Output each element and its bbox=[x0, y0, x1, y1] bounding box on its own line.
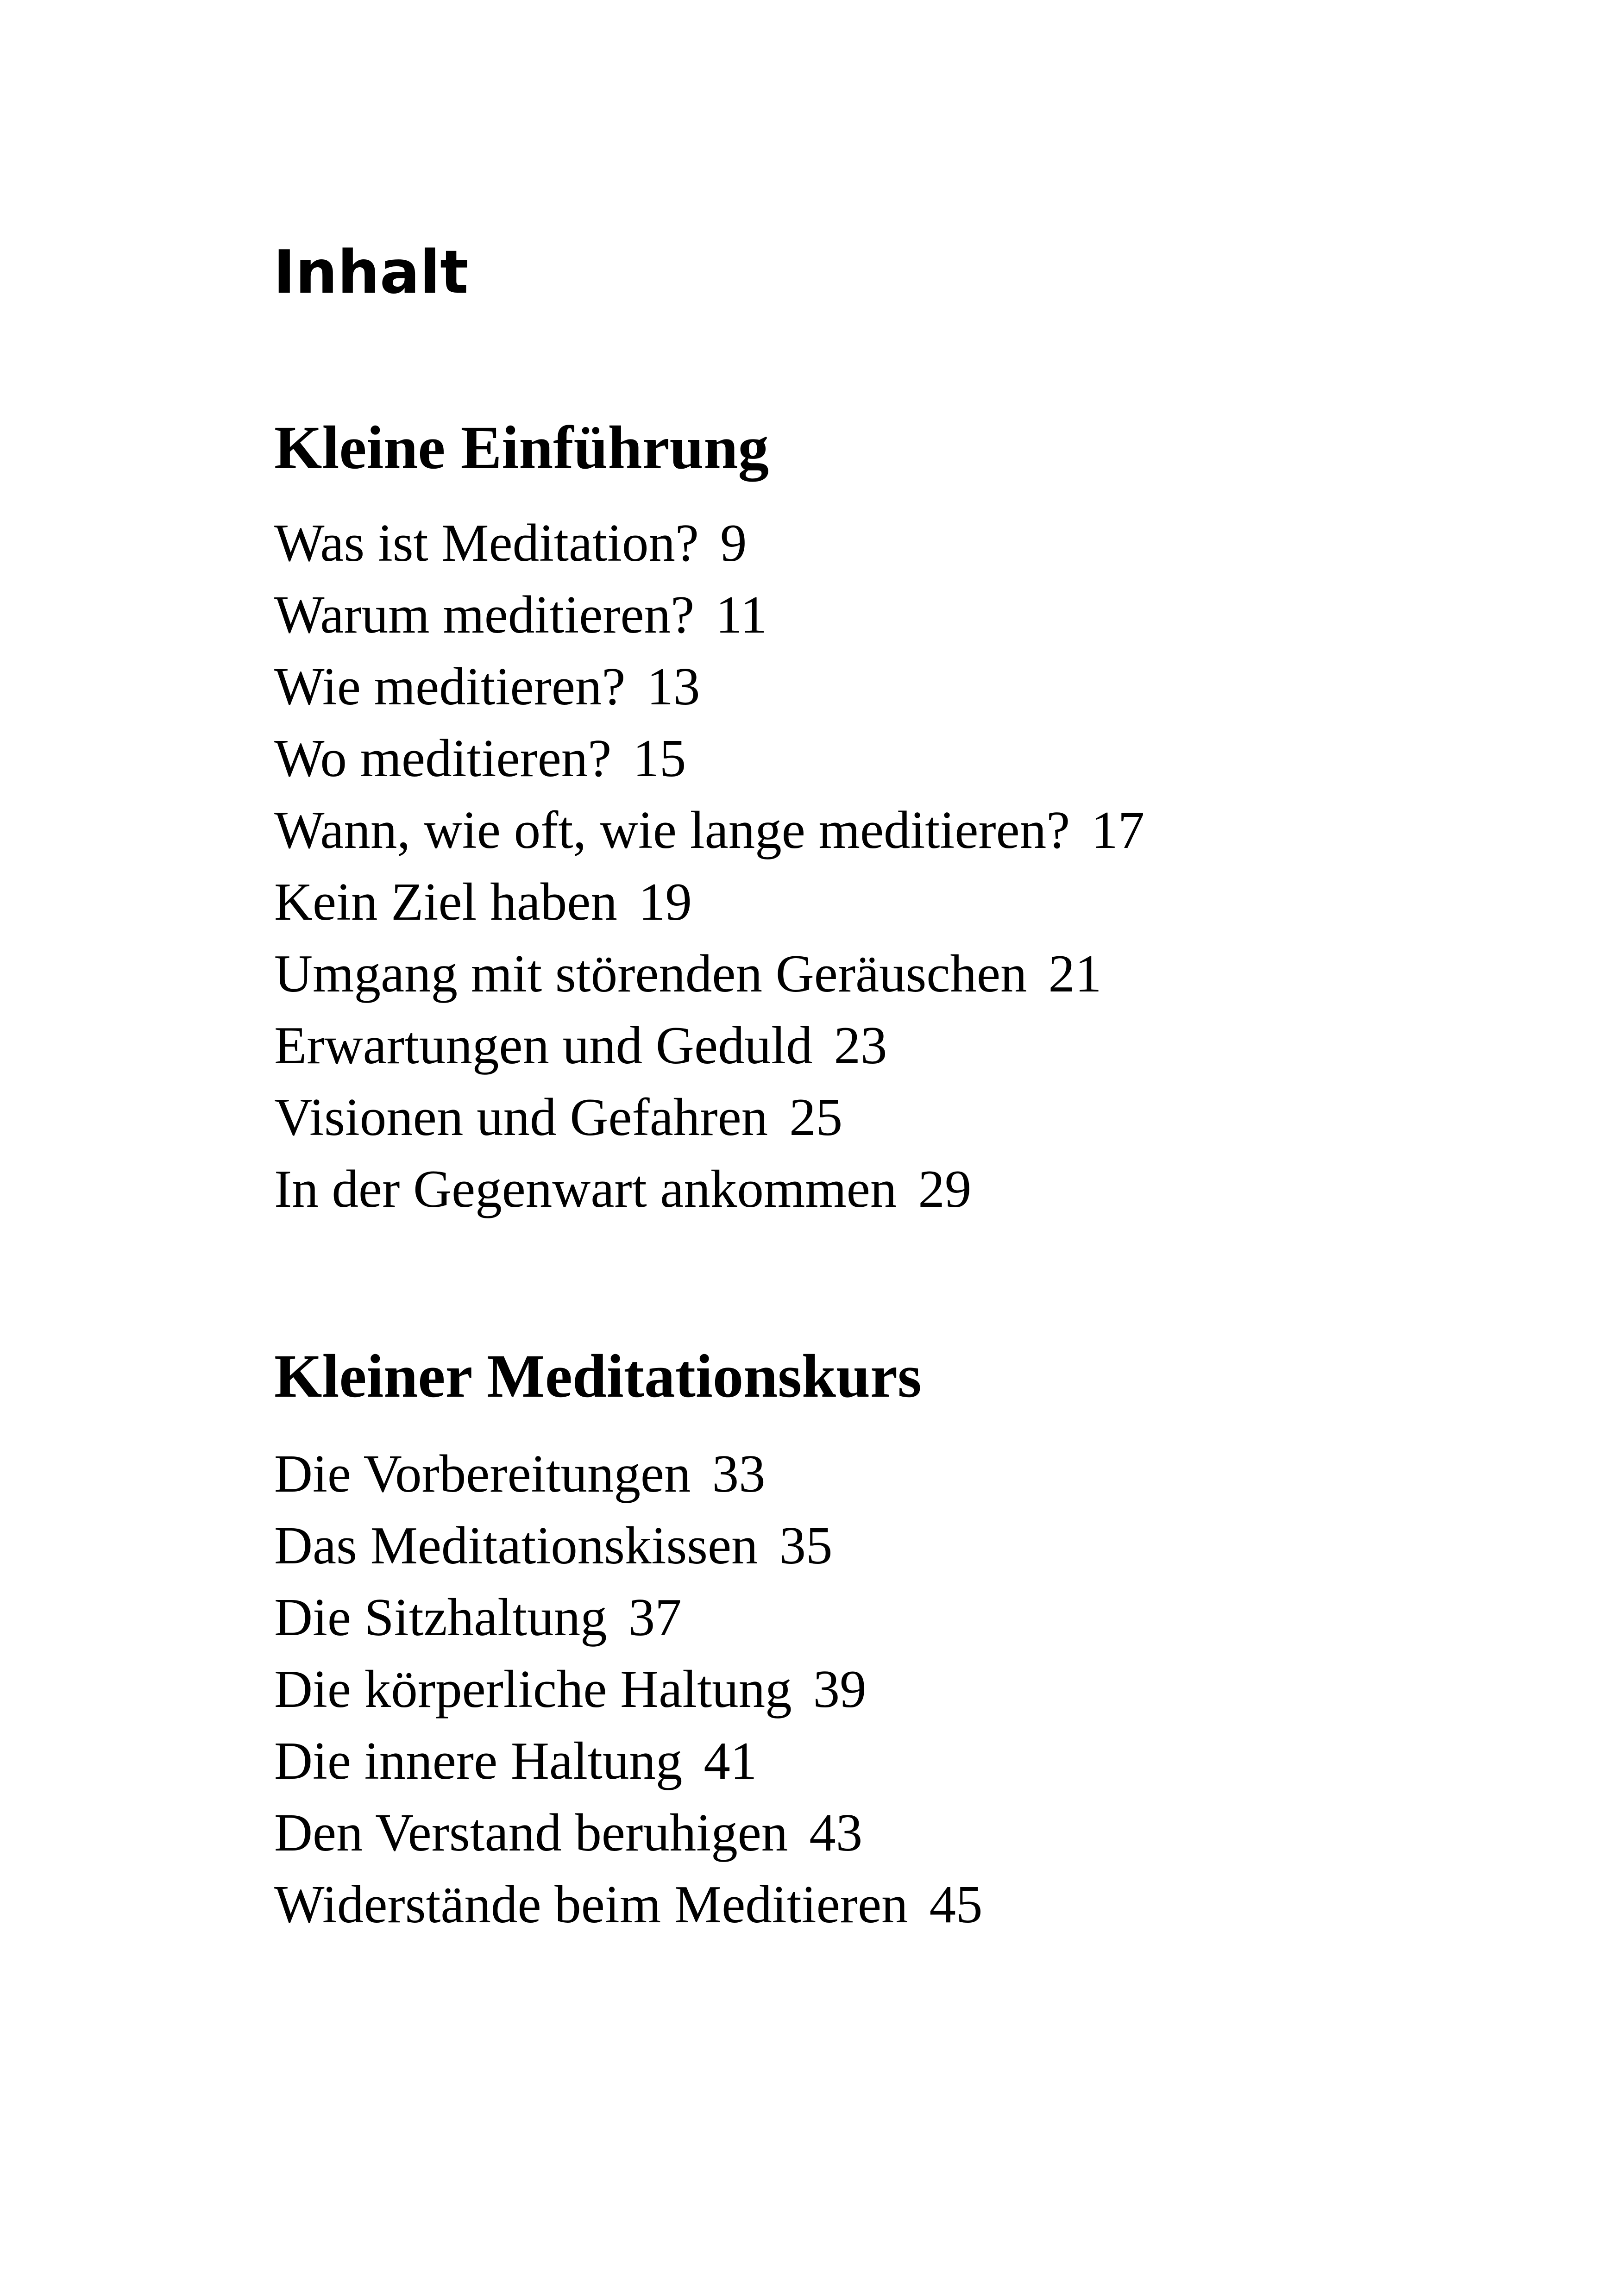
toc-entry bbox=[274, 1162, 1144, 1234]
toc-entry bbox=[274, 1016, 1144, 1091]
section-heading-kleine-einfuehrung: Kleine Einführung bbox=[274, 413, 769, 482]
toc-entry bbox=[274, 872, 1144, 947]
toc-entry-page: 9 bbox=[720, 514, 747, 572]
toc-entry bbox=[274, 944, 1144, 1019]
toc-entry bbox=[274, 516, 1144, 588]
toc-entry bbox=[274, 1588, 983, 1662]
toc-entry-title: Kein Ziel haben bbox=[274, 872, 617, 931]
toc-entry bbox=[274, 1088, 1144, 1162]
toc-entry bbox=[274, 1662, 983, 1734]
toc-list-kleiner-meditationskurs bbox=[274, 1444, 983, 1950]
toc-entry-title: Umgang mit störenden Geräuschen bbox=[274, 944, 1027, 1003]
toc-entry-title: Das Meditationskissen bbox=[274, 1516, 758, 1575]
toc-entry-title: Was ist Meditation? bbox=[274, 514, 699, 572]
toc-entry-page: 25 bbox=[789, 1088, 843, 1147]
toc-entry bbox=[274, 1803, 983, 1878]
toc-entry-page: 13 bbox=[647, 657, 700, 716]
toc-entry bbox=[274, 803, 1144, 875]
toc-entry-title: Den Verstand beruhigen bbox=[274, 1803, 788, 1862]
toc-entry-title: Wann, wie oft, wie lange meditieren? bbox=[274, 801, 1070, 859]
toc-list-kleine-einfuehrung bbox=[274, 516, 1144, 1234]
toc-entry bbox=[274, 729, 1144, 803]
toc-entry-page: 11 bbox=[716, 585, 767, 644]
toc-entry bbox=[274, 1731, 983, 1806]
toc-entry-title: Widerstände beim Meditieren bbox=[274, 1875, 908, 1934]
toc-entry-page: 15 bbox=[633, 729, 686, 788]
page-title: Inhalt bbox=[273, 238, 469, 307]
toc-entry-title: Wie meditieren? bbox=[274, 657, 626, 716]
toc-entry-page: 45 bbox=[929, 1875, 983, 1934]
toc-entry bbox=[274, 1516, 983, 1591]
toc-entry bbox=[274, 657, 1144, 732]
toc-entry-page: 33 bbox=[712, 1444, 766, 1503]
section-heading-kleiner-meditationskurs: Kleiner Meditationskurs bbox=[274, 1342, 922, 1410]
toc-entry bbox=[274, 1444, 983, 1519]
toc-entry-page: 43 bbox=[809, 1803, 863, 1862]
toc-entry-page: 37 bbox=[628, 1588, 682, 1647]
toc-entry-page: 19 bbox=[638, 872, 692, 931]
toc-entry-page: 41 bbox=[704, 1731, 757, 1790]
toc-entry-title: Die körperliche Haltung bbox=[274, 1660, 792, 1719]
toc-entry-page: 35 bbox=[779, 1516, 833, 1575]
toc-entry-title: Die Vorbereitungen bbox=[274, 1444, 691, 1503]
toc-entry-page: 17 bbox=[1091, 801, 1145, 859]
toc-entry-title: Die Sitzhaltung bbox=[274, 1588, 607, 1647]
toc-entry-page: 29 bbox=[918, 1160, 972, 1218]
toc-entry-title: In der Gegenwart ankommen bbox=[274, 1160, 897, 1218]
toc-entry-title: Die innere Haltung bbox=[274, 1731, 683, 1790]
toc-entry-title: Visionen und Gefahren bbox=[274, 1088, 768, 1147]
toc-entry bbox=[274, 1875, 983, 1950]
toc-entry-page: 21 bbox=[1048, 944, 1102, 1003]
toc-entry-title: Warum meditieren? bbox=[274, 585, 695, 644]
toc-entry-title: Erwartungen und Geduld bbox=[274, 1016, 813, 1075]
toc-entry-title: Wo meditieren? bbox=[274, 729, 612, 788]
toc-entry-page: 39 bbox=[813, 1660, 867, 1719]
toc-entry-page: 23 bbox=[834, 1016, 887, 1075]
toc-entry bbox=[274, 585, 1144, 660]
